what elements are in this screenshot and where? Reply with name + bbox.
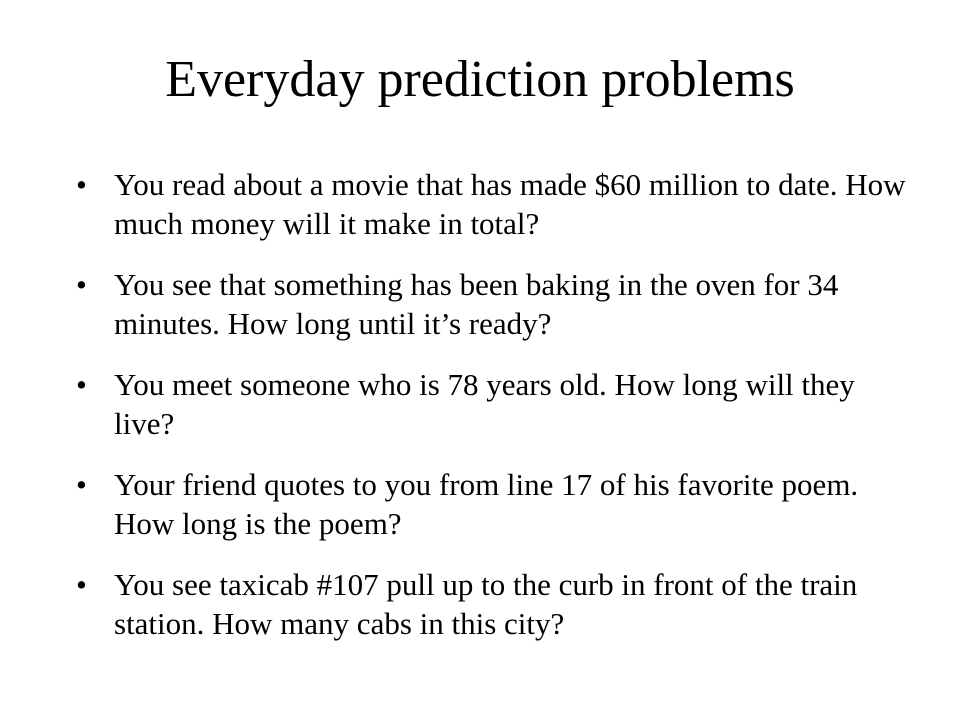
- bullet-item: [72, 165, 912, 243]
- bullet-item: [72, 365, 912, 443]
- bullet-icon: •: [76, 367, 87, 402]
- slide-title: Everyday prediction problems: [165, 51, 795, 108]
- bullet-item: [72, 265, 912, 343]
- bullet-item: [72, 565, 912, 643]
- bullet-text: You meet someone who is 78 years old. How long will they live?: [114, 367, 855, 441]
- bullet-item: [72, 465, 912, 543]
- bullet-text: You see that something has been baking in the oven for 34 minutes. How long until it’s ready?: [114, 267, 839, 341]
- bullet-icon: •: [76, 167, 87, 202]
- bullet-text: Your friend quotes to you from line 17 of his favorite poem. How long is the poem?: [114, 467, 859, 541]
- bullet-text: You read about a movie that has made $60 million to date. How much money will it make in total?: [114, 167, 906, 241]
- bullet-text: You see taxicab #107 pull up to the curb in front of the train station. How many cabs in this city?: [114, 567, 858, 641]
- bullet-icon: •: [76, 567, 87, 602]
- bullet-icon: •: [76, 467, 87, 502]
- bullet-icon: •: [76, 267, 87, 302]
- bullet-list: [72, 165, 912, 665]
